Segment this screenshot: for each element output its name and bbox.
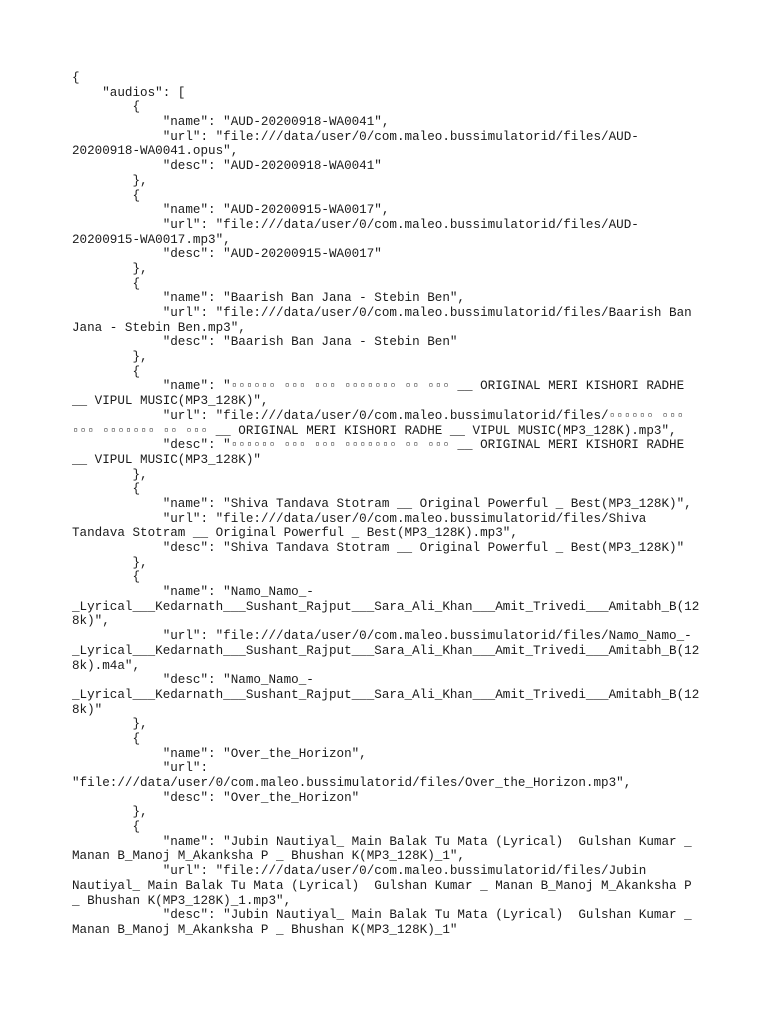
text-line: _Lyrical___Kedarnath___Sushant_Rajput___Sara_Ali_Khan___Amit_Trivedi___Amitabh_B(12 [72,643,700,658]
text-line: }, [72,805,148,820]
text-line: 8k)", [72,614,110,629]
text-line: { [72,731,141,746]
text-line: }, [72,717,148,732]
text-line: { [72,482,141,497]
text-line: { [72,100,141,115]
text-line: }, [72,555,148,570]
text-line: { [72,364,141,379]
text-line: 20200918-WA0041.opus", [72,144,239,159]
text-line: }, [72,467,148,482]
text-line: "name": "Namo_Namo_- [72,585,314,600]
text-line: "desc": "Baarish Ban Jana - Stebin Ben" [72,335,458,350]
text-line: "audios": [ [72,85,186,100]
text-line: "file:///data/user/0/com.maleo.bussimulatorid/files/Over_the_Horizon.mp3", [72,776,632,790]
text-line: Nautiyal_ Main Balak Tu Mata (Lyrical) Gulshan Kumar _ Manan B_Manoj M_Akanksha P [72,878,692,893]
text-line: __ VIPUL MUSIC(MP3_128K)", [72,394,269,409]
text-line: "url": "file:///data/user/0/com.maleo.bussimulatorid/files/▫▫▫▫▫▫ ▫▫▫ [72,408,685,423]
text-line: { [72,820,141,835]
text-line: { [72,570,141,585]
text-line: "desc": "Jubin Nautiyal_ Main Balak Tu Mata (Lyrical) Gulshan Kumar _ [72,908,692,923]
document-page [72,71,700,938]
text-line: "desc": "Over_the_Horizon" [72,790,360,805]
text-line: "desc": "AUD-20200915-WA0017" [72,247,382,262]
text-line: "url": "file:///data/user/0/com.maleo.bussimulatorid/files/Jubin [72,864,647,879]
text-line: 8k).m4a", [72,658,141,673]
text-line: "desc": "Shiva Tandava Stotram __ Original Powerful _ Best(MP3_128K)" [72,541,685,555]
text-line: ▫▫▫ ▫▫▫▫▫▫▫ ▫▫ ▫▫▫ __ ORIGINAL MERI KISHORI RADHE __ VIPUL MUSIC(MP3_128K).mp3", [72,423,677,438]
text-line: "url": "file:///data/user/0/com.maleo.bussimulatorid/files/Shiva [72,511,647,526]
text-line: Jana - Stebin Ben.mp3", [72,320,246,335]
text-line: "name": "Baarish Ban Jana - Stebin Ben", [72,291,465,306]
text-line: "url": "file:///data/user/0/com.maleo.bussimulatorid/files/AUD- [72,217,639,232]
text-line: }, [72,350,148,365]
text-line: "url": "file:///data/user/0/com.maleo.bussimulatorid/files/Baarish Ban [72,306,692,320]
text-line: _Lyrical___Kedarnath___Sushant_Rajput___Sara_Ali_Khan___Amit_Trivedi___Amitabh_B(12 [72,687,700,702]
text-line: { [72,276,141,291]
text-line: 20200915-WA0017.mp3", [72,232,231,247]
text-line: _ Bhushan K(MP3_128K)_1.mp3", [72,893,292,908]
text-line: "url": "file:///data/user/0/com.maleo.bussimulatorid/files/AUD- [72,129,639,144]
text-line: _Lyrical___Kedarnath___Sushant_Rajput___Sara_Ali_Khan___Amit_Trivedi___Amitabh_B(12 [72,599,700,614]
text-line: "name": "▫▫▫▫▫▫ ▫▫▫ ▫▫▫ ▫▫▫▫▫▫▫ ▫▫ ▫▫▫ __ ORIGINAL MERI KISHORI RADHE [72,379,685,394]
text-line: "name": "AUD-20200918-WA0041", [72,115,390,130]
text-line: Manan B_Manoj M_Akanksha P _ Bhushan K(MP3_128K)_1", [72,849,465,864]
text-line: }, [72,261,148,276]
text-line: "name": "Shiva Tandava Stotram __ Original Powerful _ Best(MP3_128K)", [72,496,692,511]
text-line: }, [72,173,148,188]
text-line: Manan B_Manoj M_Akanksha P _ Bhushan K(MP3_128K)_1" [72,922,458,937]
text-line: "desc": "AUD-20200918-WA0041" [72,159,382,174]
text-line: "url": "file:///data/user/0/com.maleo.bussimulatorid/files/Namo_Namo_- [72,629,692,644]
text-line: 8k)" [72,702,103,717]
text-line: "name": "AUD-20200915-WA0017", [72,203,390,218]
text-line: __ VIPUL MUSIC(MP3_128K)" [72,452,261,467]
text-line: "url": [72,761,209,776]
text-line: Tandava Stotram __ Original Powerful _ Best(MP3_128K).mp3", [72,526,518,541]
text-line: "name": "Over_the_Horizon", [72,746,367,761]
text-line: { [72,71,80,85]
text-line: "desc": "▫▫▫▫▫▫ ▫▫▫ ▫▫▫ ▫▫▫▫▫▫▫ ▫▫ ▫▫▫ __ ORIGINAL MERI KISHORI RADHE [72,438,685,453]
text-line: "name": "Jubin Nautiyal_ Main Balak Tu Mata (Lyrical) Gulshan Kumar _ [72,834,692,849]
text-line: "desc": "Namo_Namo_- [72,673,314,688]
text-line: { [72,188,141,203]
